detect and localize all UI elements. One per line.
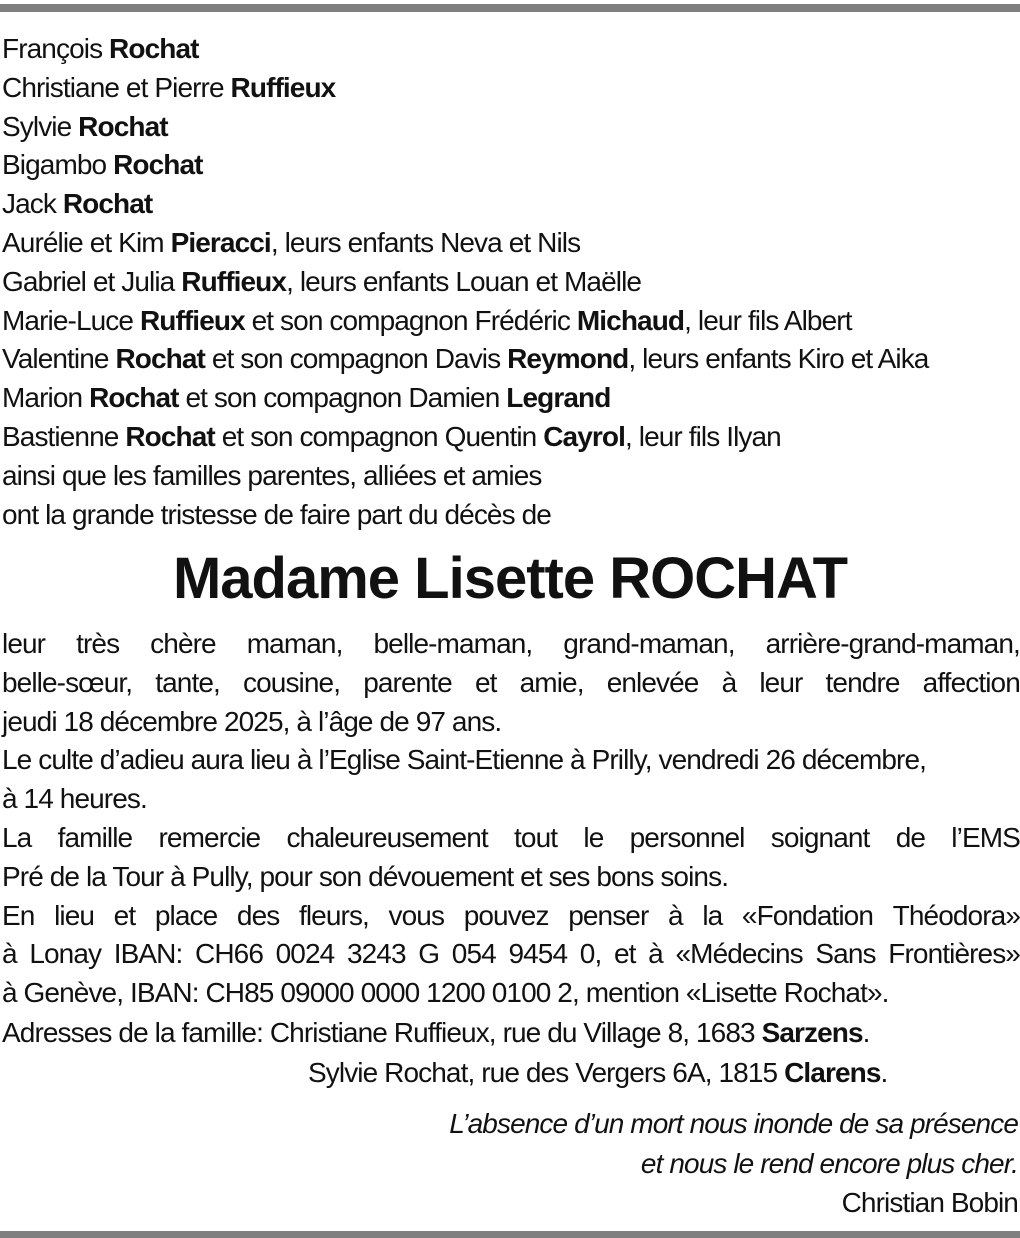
word: personnel [629,821,745,853]
word: chère [150,628,216,659]
mourner-rest: , leur fils Albert [684,304,852,336]
word: Théodora» [892,899,1020,931]
quote-block [449,1104,1018,1223]
address-end: . [880,1056,888,1088]
closing-line: ont la grande tristesse de faire part du décès de [2,498,551,530]
word: famille [57,821,133,853]
mourner-rest: , leurs enfants Louan et Maëlle [286,265,642,297]
word: belle-maman, [373,628,533,659]
notice-body [2,625,1020,1093]
mourner-family: Reymond [507,343,629,375]
mourner-family: Ruffieux [230,71,336,103]
word: affection [922,666,1020,698]
word: très [76,628,120,659]
text-line [2,897,1020,936]
mourner-line [2,185,1020,224]
text-line [2,935,1020,974]
address-text: Adresses de la famille: Christiane Ruffieux, rue du Village 8, 1683 [2,1016,762,1048]
mourner-line [2,30,1020,69]
address-text: Sylvie Rochat, rue des Vergers 6A, 1815 [308,1056,785,1088]
word: belle-sœur, [2,666,133,698]
mourner-rest: , leur fils Ilyan [624,420,781,452]
mourner-mid: et son compagnon Quentin [214,420,544,452]
word: et [113,899,136,931]
word: En [2,899,35,931]
mourner-given: Jack [2,188,63,220]
mourner-family: Rochat [89,382,179,414]
mourner-given: Marie-Luce [2,304,140,336]
paragraph-donations [2,897,1020,1013]
word: tout [514,821,558,853]
word: tendre [825,666,900,698]
address-line [2,1053,1020,1093]
text-line: Le culte d’adieu aura lieu à l’Eglise Saint-Etienne à Prilly, vendredi 26 décembre, [2,744,927,776]
word: parente [363,666,452,698]
text-line: Pré de la Tour à Pully, pour son dévouement et ses bons soins. [2,860,729,892]
word: grand-maman, [563,628,735,659]
word: vous [388,899,445,931]
text-line: à Genève, IBAN: CH85 09000 0000 1200 0100 2, mention «Lisette Rochat». [2,977,889,1009]
word: Lonay [29,938,102,970]
mourner-given: Gabriel et Julia [2,265,182,297]
address-end: . [862,1016,870,1048]
mourner-line [2,418,1020,457]
mourner-given: Valentine [2,343,116,375]
mourner-line [2,263,1020,302]
mourner-line [2,108,1020,147]
mourner-line [2,379,1020,418]
word: des [236,899,280,931]
word: arrière-grand-maman, [765,628,1020,659]
mourner-given: Aurélie et Kim [2,226,171,258]
address-line [2,1013,1020,1053]
quote-line [449,1144,1018,1184]
word: place [154,899,218,931]
mourner-family: Ruffieux [139,304,245,336]
word: leur [2,628,46,659]
word: pouvez [463,899,549,931]
text-line [2,819,1020,858]
mourner-given: Bigambo [2,149,114,181]
paragraph-tribute [2,625,1020,741]
deceased-name: Madame Lisette ROCHAT [172,546,848,611]
word: «Fondation [741,899,874,931]
mourner-family: Ruffieux [181,265,287,297]
word: à [721,666,737,698]
text-line [2,664,1020,703]
mourner-family: Rochat [78,110,168,142]
mourner-given: Marion [2,382,90,414]
word: fleurs, [298,899,369,931]
mourner-family: Rochat [115,343,205,375]
top-rule [0,4,1020,12]
word: penser [568,899,649,931]
mourner-family: Rochat [125,420,215,452]
word: remercie [158,821,261,853]
mourner-line [2,146,1020,185]
word: 0024 [275,938,335,970]
mourner-line [2,302,1020,341]
word: 9454 [508,938,568,970]
word: 3243 [346,938,406,970]
quote-text: et nous le rend encore plus cher. [640,1147,1018,1179]
word: amie, [519,666,584,698]
word: tante, [155,666,220,698]
word: et [613,938,636,970]
mourner-mid: et son compagnon Davis [204,343,508,375]
word: la [702,899,723,931]
mourner-family: Michaud [576,304,685,336]
text-line: jeudi 18 décembre 2025, à l’âge de 97 ans. [2,705,502,737]
mourner-family: Rochat [113,149,203,181]
word: à [2,938,17,970]
mourner-given: Sylvie [2,110,79,142]
address-city: Clarens [784,1056,881,1088]
word: le [583,821,604,853]
mourner-given: Bastienne [2,420,126,452]
word: Frontières» [888,938,1020,970]
mourner-family: Rochat [109,33,199,64]
mourner-mid: et son compagnon Damien [178,382,507,414]
word: de [895,821,926,853]
word: 0, [579,938,602,970]
word: et [474,666,497,698]
word: La [2,821,32,853]
word: «Médecins [675,938,803,970]
paragraph-thanks [2,819,1020,897]
mourner-given: François [2,33,110,64]
word: 054 [451,938,496,970]
word: chaleureusement [286,821,488,853]
word: cousine, [243,666,341,698]
word: CH66 [195,938,263,970]
paragraph-service [2,741,1020,819]
mourner-line [2,69,1020,108]
word: l’EMS [951,821,1020,853]
mourner-rest: , leurs enfants Kiro et Aika [628,343,929,375]
word: soignant [770,821,870,853]
mourner-mid: et son compagnon Frédéric [244,304,577,336]
mourner-given: Christiane et Pierre [2,71,231,103]
word: Sans [815,938,876,970]
quote-text: L’absence d’un mort nous inonde de sa présence [449,1108,1018,1139]
mourner-line [2,224,1020,263]
bottom-rule [0,1231,1020,1238]
text-line [2,625,1020,664]
text-line: à 14 heures. [2,783,147,815]
mourner-family: Legrand [506,382,611,414]
word: leur [759,666,803,698]
mourner-family: Cayrol [543,420,625,452]
mourner-family: Pieracci [170,226,271,258]
quote-line [449,1104,1018,1144]
address-city: Sarzens [761,1016,863,1048]
word: à [668,899,683,931]
word: IBAN: [113,938,183,970]
quote-author: Christian Bobin [841,1187,1018,1218]
word: lieu [54,899,95,931]
word: à [648,938,663,970]
mourner-line [2,340,1020,379]
mourners-list [2,30,1020,534]
word: enlevée [606,666,699,698]
closing-line: ainsi que les familles parentes, alliées et amies [2,459,542,491]
mourner-rest: , leurs enfants Neva et Nils [270,226,581,258]
word: G [418,938,440,970]
mourner-family: Rochat [62,188,153,220]
word: maman, [246,628,343,659]
